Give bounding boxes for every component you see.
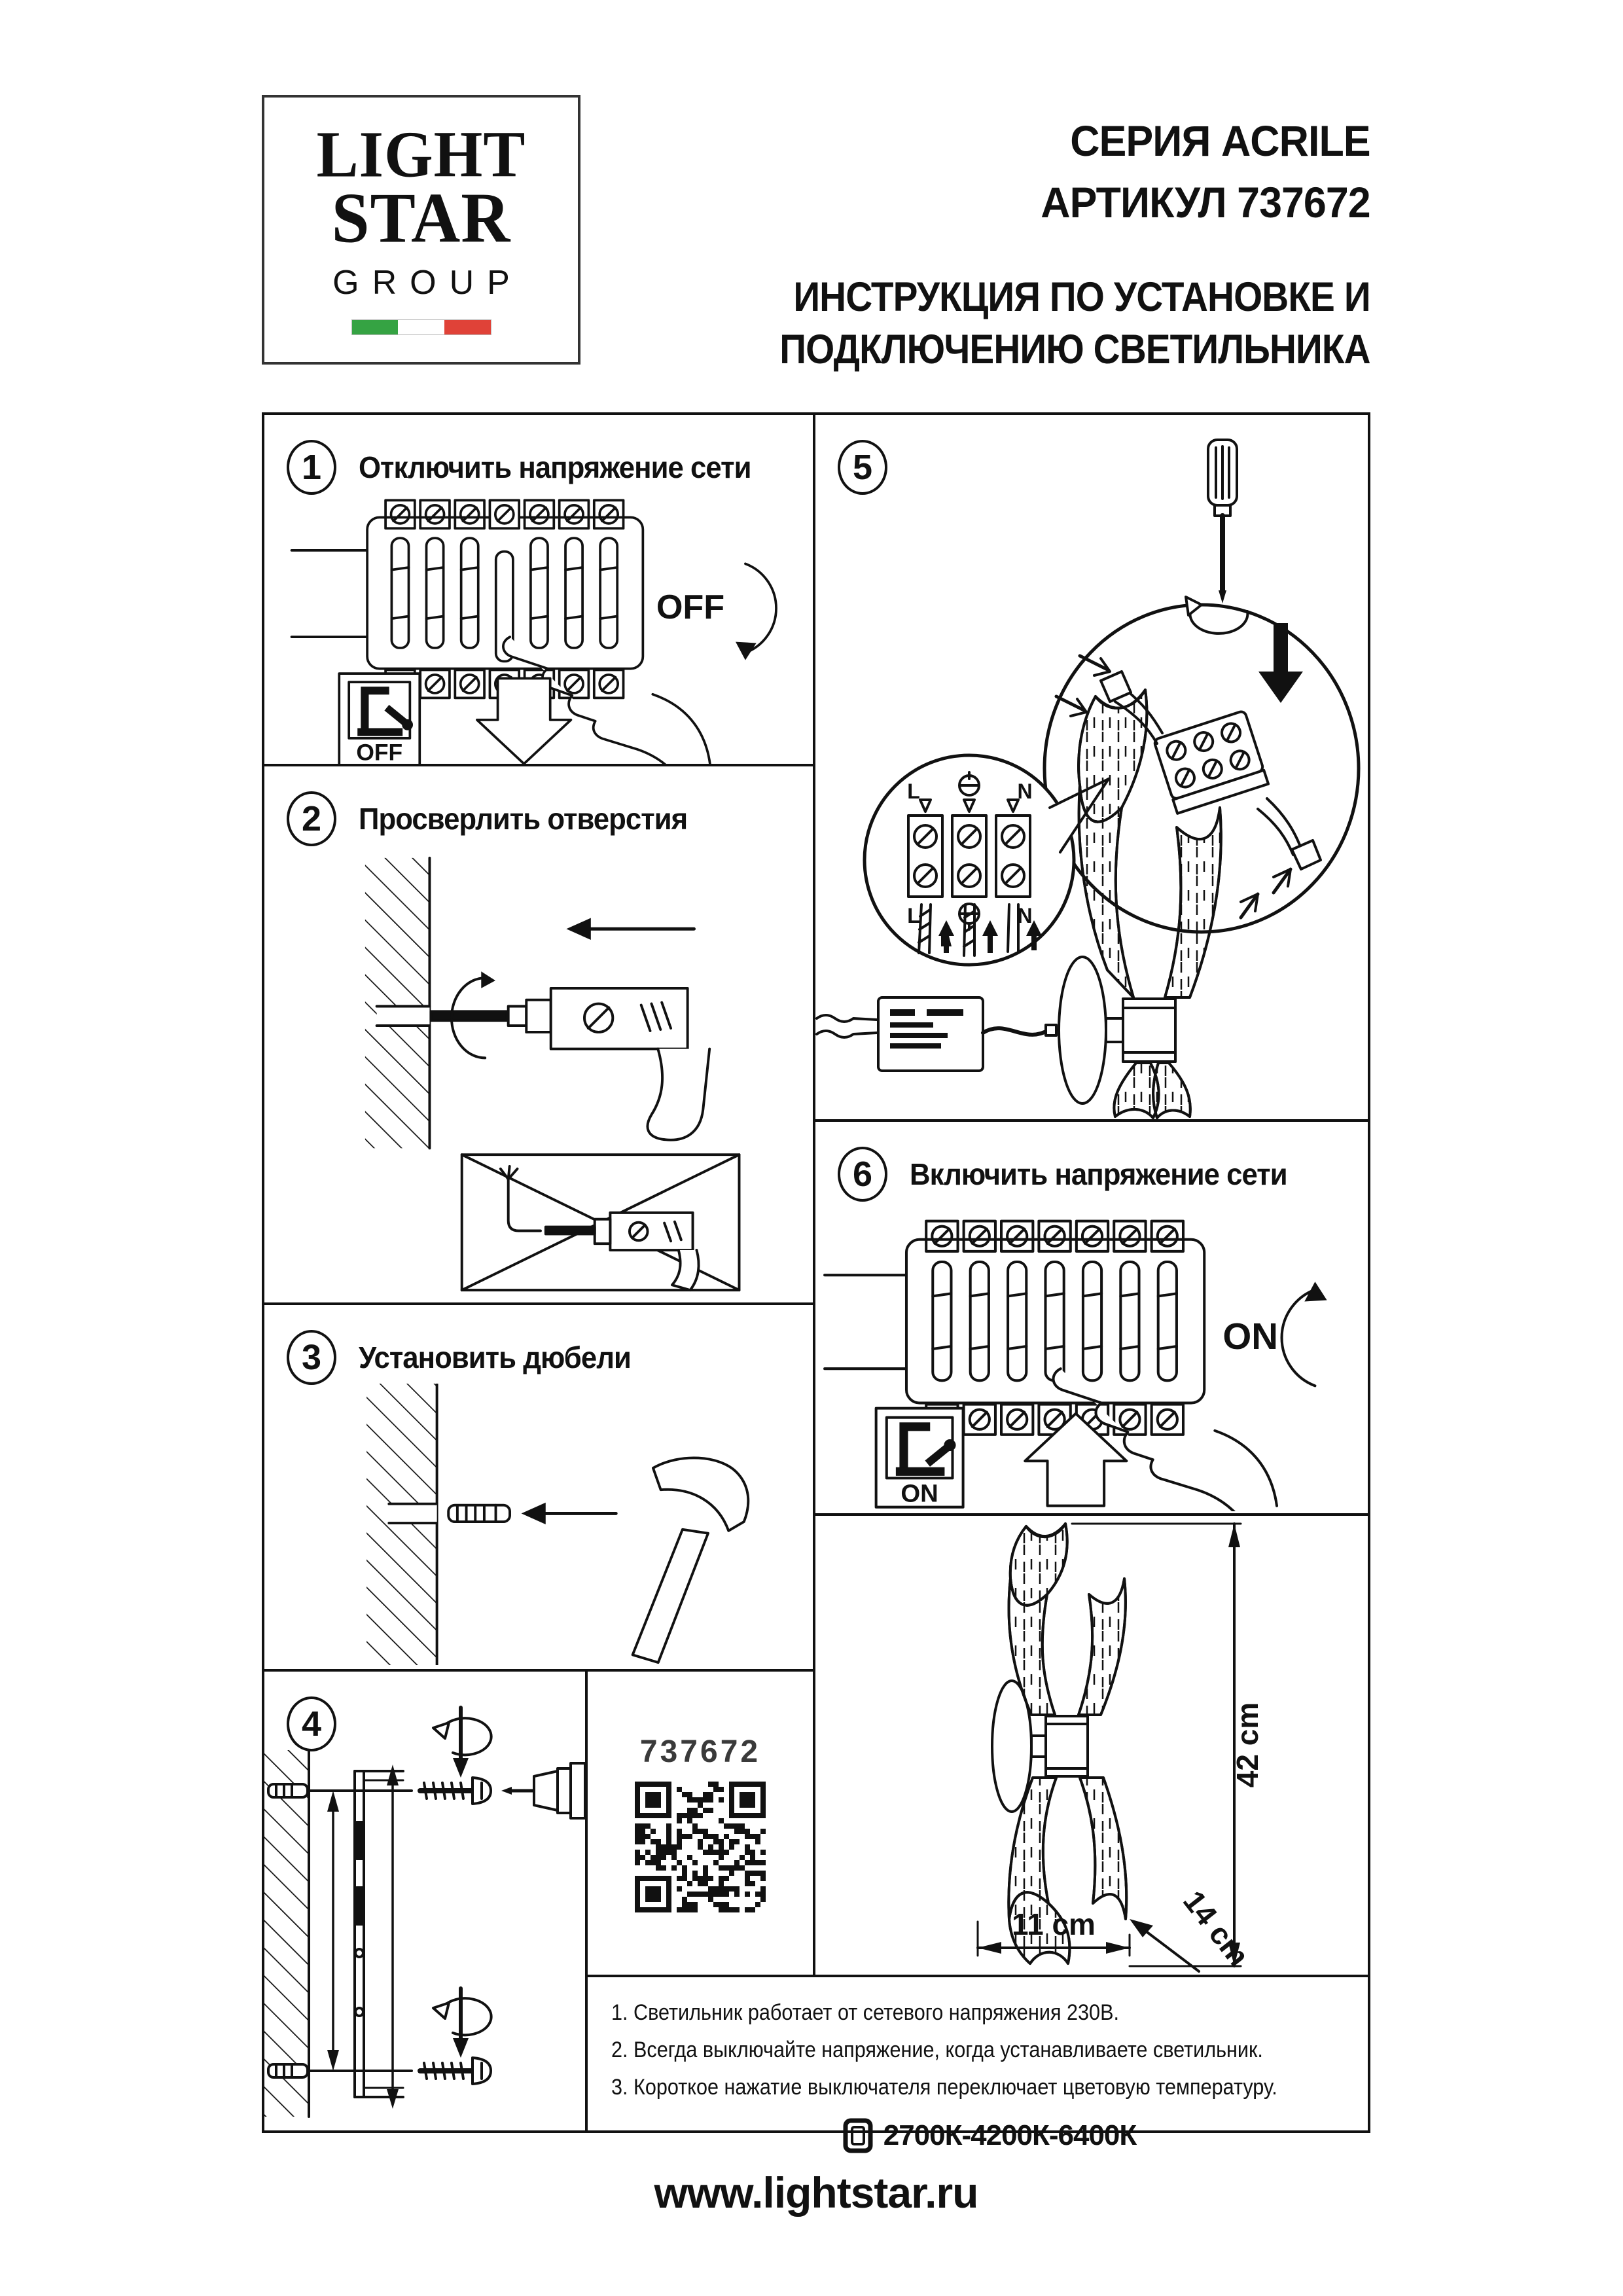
dimensions-panel	[813, 1513, 1370, 1977]
on-label-big: ON	[1222, 1315, 1279, 1357]
italian-flag-icon	[351, 319, 491, 335]
qr-article-number: 737672	[639, 1734, 761, 1769]
dim-height: 42 cm	[1230, 1702, 1264, 1788]
flag-red	[444, 320, 491, 334]
step5-wiring-illustration	[815, 415, 1368, 1119]
flag-white	[398, 320, 444, 334]
off-label-small: OFF	[356, 739, 403, 764]
dim-depth: 14 cm	[1176, 1884, 1257, 1973]
terminal-l-top: L	[907, 780, 920, 803]
step6-panel	[813, 1119, 1370, 1516]
step6-breaker-on-illustration	[815, 1191, 1368, 1511]
step4-number: 4	[287, 1696, 336, 1751]
terminal-l-bottom: L	[907, 904, 920, 927]
step1-title: Отключить напряжение сети	[359, 450, 751, 484]
qr-panel	[585, 1669, 815, 1977]
step3-number: 3	[287, 1330, 336, 1385]
series-title: СЕРИЯ ACRILE	[1070, 117, 1370, 165]
step4-panel	[262, 1669, 588, 2133]
header	[714, 110, 1370, 376]
note-2: 2. Всегда выключайте напряжение, когда устанавливаете светильник.	[611, 2037, 1263, 2062]
step5-panel	[813, 412, 1370, 1122]
step3-title: Установить дюбели	[359, 1340, 631, 1374]
step6-title: Включить напряжение сети	[910, 1157, 1287, 1191]
step1-breaker-off-illustration	[264, 477, 813, 764]
logo-star: STAR	[331, 179, 511, 258]
step5-number: 5	[838, 440, 887, 495]
doc-title	[780, 271, 1370, 376]
step1-panel	[262, 412, 815, 766]
brand-logo	[262, 95, 580, 365]
step6-number: 6	[838, 1147, 887, 1202]
step2-title: Просверлить отверстия	[359, 802, 688, 836]
note-3: 3. Короткое нажатие выключателя переключает цветовую температуру.	[611, 2075, 1277, 2100]
qr-code	[635, 1782, 766, 1912]
wall-switch-icon	[843, 2118, 873, 2153]
wall-hatch	[264, 1750, 309, 2117]
step3-dowel-hammer-illustration	[264, 1384, 813, 1665]
step2-number: 2	[287, 791, 336, 846]
terminal-n-top: N	[1017, 780, 1033, 803]
website-url: www.lightstar.ru	[654, 2168, 978, 2217]
step2-panel	[262, 764, 815, 1305]
step2-drill-illustration	[264, 852, 813, 1297]
doc-title-line1: ИНСТРУКЦИЯ ПО УСТАНОВКЕ И	[793, 274, 1370, 320]
off-label-big: OFF	[656, 588, 725, 627]
on-label-small: ON	[901, 1479, 938, 1508]
flag-green	[352, 320, 399, 334]
logo-light: LIGHT	[316, 117, 526, 191]
note-1: 1. Светильник работает от сетевого напряжения 230В.	[611, 2000, 1119, 2025]
step1-number: 1	[287, 440, 336, 495]
terminal-n-bottom: N	[1017, 904, 1033, 927]
step4-bracket-illustration	[264, 1672, 585, 2130]
doc-title-line2: ПОДКЛЮЧЕНИЮ СВЕТИЛЬНИКА	[779, 327, 1370, 372]
wall-hatch	[365, 858, 430, 1148]
article-number: АРТИКУЛ 737672	[1041, 178, 1370, 226]
step3-panel	[262, 1302, 815, 1672]
logo-group: GROUP	[332, 264, 523, 302]
notes-panel	[585, 1975, 1370, 2151]
color-temperature: 2700К-4200К-6400К	[883, 2119, 1137, 2151]
dim-width: 11 cm	[1012, 1907, 1096, 1941]
lamp-dimensions-illustration	[815, 1516, 1368, 1975]
